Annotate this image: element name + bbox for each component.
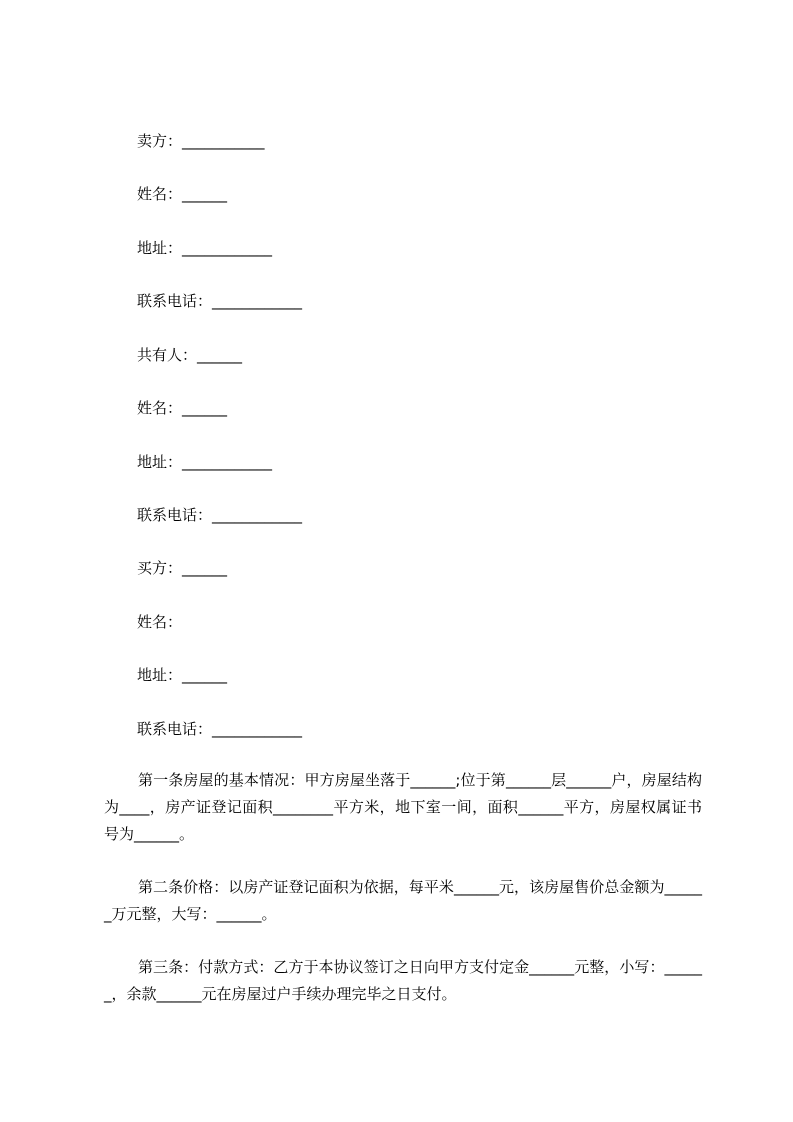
buyer-address-field: 地址：______ <box>137 666 228 684</box>
article-2-price: 第二条价格：以房产证登记面积为依据，每平米______元，该房屋售价总金额为______万元整，大写：______。 <box>104 878 702 923</box>
seller-phone-field: 联系电话：____________ <box>137 292 303 310</box>
buyer-phone-field: 联系电话：____________ <box>137 720 303 738</box>
seller-address-field: 地址：____________ <box>137 239 273 257</box>
co-owner-phone-field: 联系电话：____________ <box>137 506 303 524</box>
co-owner-field: 共有人：______ <box>137 346 243 364</box>
co-owner-name-field: 姓名：______ <box>137 399 228 417</box>
seller-name-field: 姓名：______ <box>137 185 228 203</box>
buyer-name-field: 姓名： <box>137 613 183 631</box>
seller-field: 卖方：___________ <box>137 132 265 150</box>
article-3-payment: 第三条：付款方式：乙方于本协议签订之日向甲方支付定金______元整，小写：______，余款______元在房屋过户手续办理完毕之日支付。 <box>104 958 702 1003</box>
co-owner-address-field: 地址：____________ <box>137 453 273 471</box>
buyer-field: 买方：______ <box>137 559 228 577</box>
article-1-property-info: 第一条房屋的基本情况：甲方房屋坐落于______;位于第______层______户，房屋结构为____，房产证登记面积________平方米，地下室一间，面积______平方，房屋权属证书号为______。 <box>104 771 702 843</box>
